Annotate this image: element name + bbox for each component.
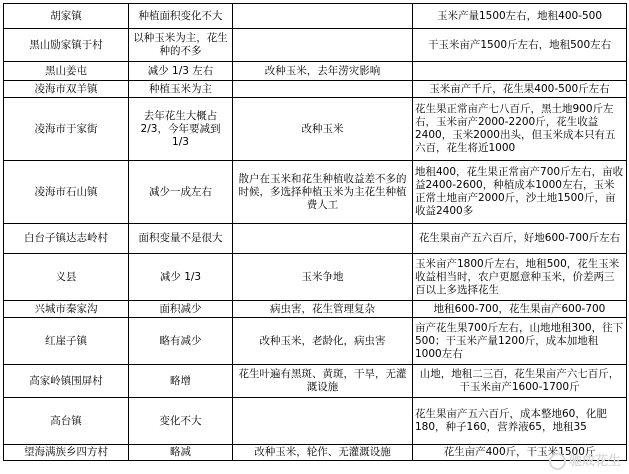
yield-rent-cell: 地租400，花生果正常亩产700斤左右，亩收益2400-2600，种植成本1000左右，玉米正常土地亩产2000斤，沙土地1500斤，亩收益2400多 bbox=[413, 161, 627, 224]
area-change-cell: 变化不大 bbox=[129, 398, 233, 445]
reason-cell: 散户在玉米和花生种植收益差不多的时候，多选择种植玉米为主花生种植费人工 bbox=[233, 161, 413, 224]
area-change-cell: 略减 bbox=[129, 445, 233, 461]
table-row bbox=[4, 365, 627, 398]
watermark-logo-icon bbox=[549, 453, 566, 470]
yield-rent-cell: 花生亩产400斤，干玉米1500斤 bbox=[413, 445, 627, 461]
area-change-cell: 减少 1/3 左右 bbox=[129, 62, 233, 81]
place-cell: 红崖子镇 bbox=[4, 318, 129, 365]
place-cell: 义县 bbox=[4, 254, 129, 301]
place-cell: 凌海市于家街 bbox=[4, 98, 129, 161]
area-change-cell: 面积减少 bbox=[129, 301, 233, 318]
table-row bbox=[4, 224, 627, 254]
watermark: 驰成花生 bbox=[549, 450, 621, 470]
table-row bbox=[4, 301, 627, 318]
place-cell: 望海满族乡四方村 bbox=[4, 445, 129, 461]
reason-cell: 改种玉米，轮作、无灌溉设施 bbox=[233, 445, 413, 461]
yield-rent-cell: 干玉米亩产1500斤左右，地租500左右 bbox=[413, 29, 627, 62]
reason-cell: 花生叶遍有黑斑、黄斑，干旱，无灌溉设施 bbox=[233, 365, 413, 398]
table-row bbox=[4, 254, 627, 301]
reason-cell: 改种玉米，老龄化，病虫害 bbox=[233, 318, 413, 365]
table-row bbox=[4, 161, 627, 224]
place-cell: 胡家镇 bbox=[4, 4, 129, 29]
table-row bbox=[4, 445, 627, 461]
place-cell: 白台子镇达志岭村 bbox=[4, 224, 129, 254]
yield-rent-cell bbox=[413, 62, 627, 81]
reason-cell bbox=[233, 398, 413, 445]
yield-rent-cell: 地租600-700，花生果亩产600-700 bbox=[413, 301, 627, 318]
yield-rent-cell: 花生果亩产五六百斤，好地600-700斤左右 bbox=[413, 224, 627, 254]
yield-rent-cell: 花生果正常亩产七八百斤，黑土地900斤左右，玉米亩产2000-2200斤，花生收益2400，玉米2000出头，但玉米成本只有五六百，花生将近1000 bbox=[413, 98, 627, 161]
reason-cell: 改种玉米 bbox=[233, 98, 413, 161]
area-change-cell: 去年花生大概占2/3，今年要减到 1/3 bbox=[129, 98, 233, 161]
area-change-cell: 面积变量不是很大 bbox=[129, 224, 233, 254]
yield-rent-cell: 亩产花生果700斤左右，山地地租300，往下500；干玉米产量1200斤，成本加地租1000左右 bbox=[413, 318, 627, 365]
reason-cell bbox=[233, 29, 413, 62]
table-row bbox=[4, 398, 627, 445]
place-cell: 高家岭镇围屏村 bbox=[4, 365, 129, 398]
reason-cell bbox=[233, 224, 413, 254]
place-cell: 凌海市石山镇 bbox=[4, 161, 129, 224]
reason-cell bbox=[233, 81, 413, 98]
area-change-cell: 减少一成左右 bbox=[129, 161, 233, 224]
table-row bbox=[4, 4, 627, 29]
table-row bbox=[4, 81, 627, 98]
place-cell: 兴城市秦家沟 bbox=[4, 301, 129, 318]
yield-rent-cell: 玉米亩产1800斤左右，地租500，花生玉米收益相当时，农户更愿意种玉米，价差两三百以上多选择花生 bbox=[413, 254, 627, 301]
yield-rent-cell: 山地，地租二三百，花生果亩产六七百斤，干玉米亩产1600-1700斤 bbox=[413, 365, 627, 398]
area-change-cell: 种植面积变化不大 bbox=[129, 4, 233, 29]
place-cell: 高台镇 bbox=[4, 398, 129, 445]
yield-rent-cell: 玉米产量1500左右，地租400-500 bbox=[413, 4, 627, 29]
reason-cell: 玉米争地 bbox=[233, 254, 413, 301]
table-row bbox=[4, 62, 627, 81]
table-row bbox=[4, 29, 627, 62]
area-change-cell: 以种玉米为主，花生种的不多 bbox=[129, 29, 233, 62]
place-cell: 黑山励家镇于村 bbox=[4, 29, 129, 62]
area-change-cell: 种植玉米为主 bbox=[129, 81, 233, 98]
data-table bbox=[3, 3, 627, 461]
reason-cell: 改种玉米，去年涝灾影响 bbox=[233, 62, 413, 81]
reason-cell: 病虫害，花生管理复杂 bbox=[233, 301, 413, 318]
table-row bbox=[4, 98, 627, 161]
place-cell: 凌海市双羊镇 bbox=[4, 81, 129, 98]
area-change-cell: 略有减少 bbox=[129, 318, 233, 365]
yield-rent-cell: 花生果亩产五六百斤，成本整地60，化肥180，种子160，营养液65，地租35 bbox=[413, 398, 627, 445]
reason-cell bbox=[233, 4, 413, 29]
place-cell: 黑山姜屯 bbox=[4, 62, 129, 81]
table-row bbox=[4, 318, 627, 365]
area-change-cell: 略增 bbox=[129, 365, 233, 398]
area-change-cell: 减少 1/3 bbox=[129, 254, 233, 301]
yield-rent-cell: 玉米亩产千斤，花生果400-500斤左右 bbox=[413, 81, 627, 98]
